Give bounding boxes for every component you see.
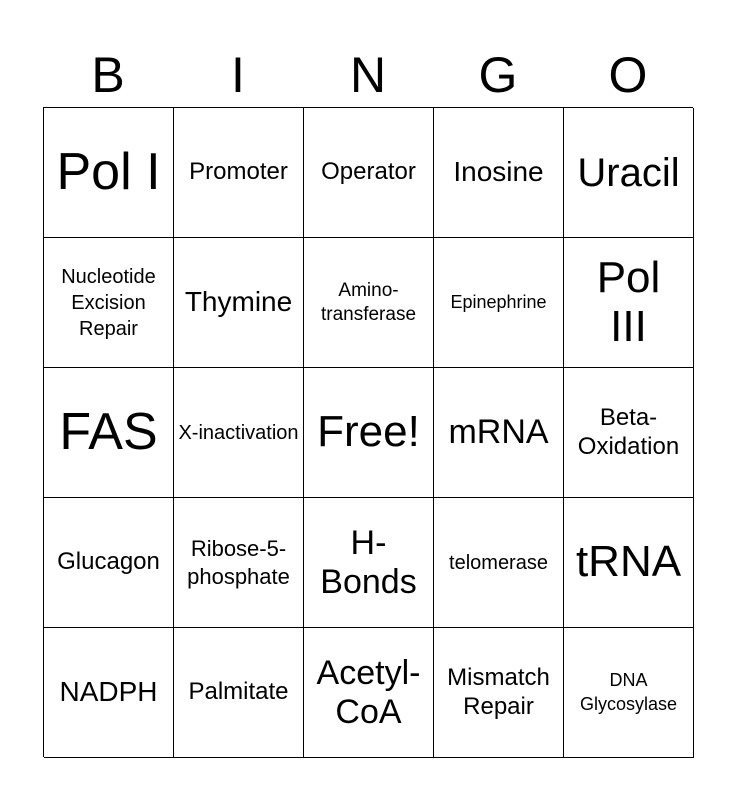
cell-label: tRNA: [575, 537, 682, 587]
header-letter-g: G: [478, 47, 518, 103]
bingo-cell[interactable]: [44, 628, 174, 758]
bingo-cell[interactable]: [44, 108, 174, 238]
bingo-cell[interactable]: [174, 368, 304, 498]
bingo-board: [43, 107, 693, 757]
cell-label: Ribose-5-phosphate: [187, 536, 290, 589]
bingo-cell[interactable]: [174, 108, 304, 238]
cell-label: Free!: [317, 407, 420, 457]
cell-label: Uracil: [577, 150, 680, 195]
bingo-cell[interactable]: [44, 238, 174, 368]
cell-label: Promoter: [189, 158, 288, 186]
bingo-cell[interactable]: [44, 498, 174, 628]
bingo-cell[interactable]: [44, 368, 174, 498]
cell-label: Epinephrine: [450, 291, 547, 312]
header-letter-b: B: [91, 47, 125, 103]
bingo-cell[interactable]: [434, 368, 564, 498]
cell-label: Inosine: [453, 156, 544, 188]
bingo-cell[interactable]: [434, 108, 564, 238]
bingo-cell[interactable]: [174, 628, 304, 758]
bingo-cell[interactable]: [564, 108, 694, 238]
bingo-cell[interactable]: [304, 108, 434, 238]
header-letter-i: I: [231, 47, 245, 103]
bingo-cell[interactable]: [434, 238, 564, 368]
cell-label: H-Bonds: [320, 524, 417, 601]
cell-label: Operator: [321, 158, 416, 186]
bingo-cell[interactable]: [434, 628, 564, 758]
bingo-cell[interactable]: [564, 498, 694, 628]
bingo-cell[interactable]: [564, 628, 694, 758]
cell-label: Palmitate: [188, 678, 289, 706]
cell-label: Beta-Oxidation: [577, 403, 680, 460]
cell-label: Thymine: [184, 286, 293, 318]
bingo-cell[interactable]: [304, 498, 434, 628]
bingo-cell[interactable]: [174, 238, 304, 368]
cell-label: Glucagon: [57, 548, 160, 576]
cell-label: Nucleotide Excision Repair: [61, 265, 156, 340]
cell-label: Acetyl-CoA: [316, 654, 421, 731]
header-letter-o: O: [608, 47, 648, 103]
bingo-cell[interactable]: [304, 238, 434, 368]
bingo-cell[interactable]: [564, 368, 694, 498]
cell-label: Pol III: [596, 253, 661, 351]
header-letter-n: N: [349, 47, 387, 103]
cell-label: Pol I: [56, 142, 161, 201]
cell-label: telomerase: [449, 551, 548, 574]
cell-label: DNA Glycosylase: [579, 670, 678, 714]
cell-label: Amino-transferase: [320, 279, 417, 325]
cell-label: X-inactivation: [178, 421, 299, 444]
cell-label: mRNA: [448, 413, 549, 452]
cell-label: NADPH: [59, 676, 158, 708]
bingo-cell[interactable]: [304, 368, 434, 498]
cell-label: FAS: [59, 402, 158, 461]
cell-label: Mismatch Repair: [447, 663, 550, 720]
bingo-cell[interactable]: [174, 498, 304, 628]
bingo-header: [43, 44, 693, 106]
bingo-cell[interactable]: [434, 498, 564, 628]
bingo-cell[interactable]: [564, 238, 694, 368]
bingo-cell[interactable]: [304, 628, 434, 758]
